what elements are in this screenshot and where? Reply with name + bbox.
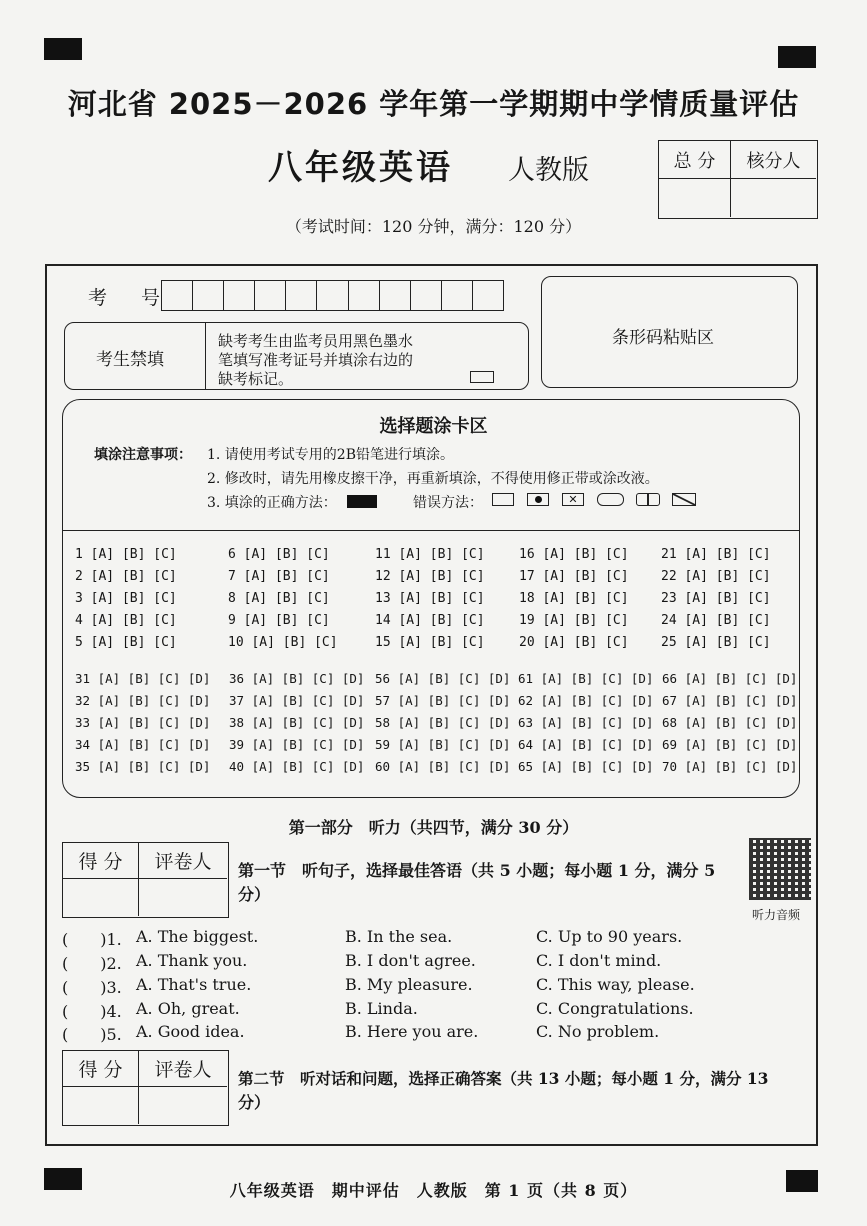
answer-row[interactable]: 62 [A] [B] [C] [D] — [518, 693, 654, 708]
question-4-option-b: B. Linda. — [345, 999, 418, 1018]
abcd-column-4 — [518, 668, 653, 778]
grader-label: 评卷人 — [139, 1051, 227, 1087]
absent-note-line-1: 缺考考生由监考员用黑色墨水 — [218, 332, 414, 350]
answer-row[interactable]: 23 [A] [B] [C] — [661, 591, 771, 606]
wrong-example-oval — [597, 493, 624, 506]
answer-row[interactable]: 66 [A] [B] [C] [D] — [662, 671, 798, 686]
section1-title-line-2: 分） — [238, 885, 271, 904]
checker-cell[interactable] — [731, 179, 816, 217]
answer-row[interactable]: 4 [A] [B] [C] — [75, 613, 177, 628]
question-1-option-c: C. Up to 90 years. — [536, 927, 683, 946]
question-2-option-a: A. Thank you. — [136, 951, 248, 970]
answer-row[interactable]: 2 [A] [B] [C] — [75, 569, 177, 584]
qr-caption: 听力音频 — [752, 908, 801, 922]
abc-column-4 — [519, 544, 629, 654]
question-4-option-c: C. Congratulations. — [536, 999, 694, 1018]
answer-row[interactable]: 59 [A] [B] [C] [D] — [375, 737, 511, 752]
abcd-column-3 — [375, 668, 510, 778]
answer-row[interactable]: 36 [A] [B] [C] [D] — [229, 671, 365, 686]
answer-row[interactable]: 9 [A] [B] [C] — [228, 613, 330, 628]
abc-column-1 — [75, 544, 177, 654]
answer-row[interactable]: 20 [A] [B] [C] — [519, 635, 629, 650]
section2-title-line-2: 分） — [238, 1093, 271, 1112]
answer-row[interactable]: 16 [A] [B] [C] — [519, 547, 629, 562]
wrong-method-label: 错误方法： — [413, 495, 483, 511]
forbidden-fill-label: 考生禁填 — [96, 350, 164, 370]
answer-row[interactable]: 34 [A] [B] [C] [D] — [75, 737, 211, 752]
answer-row[interactable]: 39 [A] [B] [C] [D] — [229, 737, 365, 752]
forbidden-divider — [205, 323, 206, 389]
answer-row[interactable]: 63 [A] [B] [C] [D] — [518, 715, 654, 730]
grade-box-section2 — [62, 1050, 229, 1126]
edition-label: 人教版 — [508, 155, 589, 186]
answer-row[interactable]: 18 [A] [B] [C] — [519, 591, 629, 606]
answer-row[interactable]: 11 [A] [B] [C] — [375, 547, 485, 562]
abcd-column-5 — [662, 668, 797, 778]
question-3-option-a: A. That's true. — [136, 975, 252, 994]
question-2-option-b: B. I don't agree. — [345, 951, 476, 970]
answer-row[interactable]: 40 [A] [B] [C] [D] — [229, 759, 365, 774]
answer-row[interactable]: 60 [A] [B] [C] [D] — [375, 759, 511, 774]
absent-mark-box[interactable] — [470, 371, 494, 383]
abc-column-3 — [375, 544, 485, 654]
answer-row[interactable]: 56 [A] [B] [C] [D] — [375, 671, 511, 686]
answer-row[interactable]: 22 [A] [B] [C] — [661, 569, 771, 584]
answer-row[interactable]: 68 [A] [B] [C] [D] — [662, 715, 798, 730]
note-1: 1. 请使用考试专用的2B铅笔进行填涂。 — [207, 447, 455, 463]
question-5-option-a: A. Good idea. — [136, 1022, 245, 1041]
answer-row[interactable]: 13 [A] [B] [C] — [375, 591, 485, 606]
answer-row[interactable]: 25 [A] [B] [C] — [661, 635, 771, 650]
question-1-option-b: B. In the sea. — [345, 927, 453, 946]
registration-mark-top-right — [778, 46, 816, 68]
grade-cell[interactable] — [63, 879, 139, 916]
answer-row[interactable]: 1 [A] [B] [C] — [75, 547, 177, 562]
question-2-number[interactable]: ( )2. — [62, 954, 122, 973]
answer-row[interactable]: 14 [A] [B] [C] — [375, 613, 485, 628]
exam-duration: （考试时间：120 分钟，满分：120 分） — [285, 217, 582, 236]
question-5-number[interactable]: ( )5. — [62, 1025, 122, 1044]
answer-row[interactable]: 69 [A] [B] [C] [D] — [662, 737, 798, 752]
absent-note-line-3: 缺考标记。 — [218, 370, 294, 388]
answer-row[interactable]: 38 [A] [B] [C] [D] — [229, 715, 365, 730]
answer-row[interactable]: 8 [A] [B] [C] — [228, 591, 330, 606]
part1-title: 第一部分 听力（共四节，满分 30 分） — [288, 818, 579, 837]
choice-area-divider — [62, 530, 800, 531]
question-1-number[interactable]: ( )1. — [62, 930, 122, 949]
question-5-option-b: B. Here you are. — [345, 1022, 479, 1041]
wrong-example-bracket — [636, 493, 660, 506]
answer-row[interactable]: 65 [A] [B] [C] [D] — [518, 759, 654, 774]
abcd-column-1 — [75, 668, 210, 778]
answer-row[interactable]: 64 [A] [B] [C] [D] — [518, 737, 654, 752]
question-4-option-a: A. Oh, great. — [136, 999, 240, 1018]
answer-row[interactable]: 35 [A] [B] [C] [D] — [75, 759, 211, 774]
choice-area-title: 选择题涂卡区 — [379, 416, 488, 437]
answer-row[interactable]: 32 [A] [B] [C] [D] — [75, 693, 211, 708]
wrong-example-dot — [527, 493, 549, 506]
wrong-example-cross: ✕ — [562, 493, 584, 506]
grade-cell[interactable] — [63, 1087, 139, 1124]
grader-cell[interactable] — [139, 1087, 227, 1124]
answer-row[interactable]: 12 [A] [B] [C] — [375, 569, 485, 584]
abcd-column-2 — [229, 668, 364, 778]
question-3-option-c: C. This way, please. — [536, 975, 695, 994]
question-3-option-b: B. My pleasure. — [345, 975, 473, 994]
answer-row[interactable]: 33 [A] [B] [C] [D] — [75, 715, 211, 730]
answer-row[interactable]: 21 [A] [B] [C] — [661, 547, 771, 562]
section2-title-line-1: 第二节 听对话和问题，选择正确答案（共 13 小题；每小题 1 分，满分 13 — [238, 1069, 769, 1088]
barcode-label: 条形码粘贴区 — [612, 328, 714, 348]
total-score-header: 总 分 — [659, 141, 731, 179]
answer-row[interactable]: 5 [A] [B] [C] — [75, 635, 177, 650]
absent-note-line-2: 笔填写准考证号并填涂右边的 — [218, 351, 414, 369]
grade-label: 得 分 — [63, 1051, 139, 1087]
answer-row[interactable]: 61 [A] [B] [C] [D] — [518, 671, 654, 686]
correct-fill-example — [347, 495, 377, 508]
answer-row[interactable]: 67 [A] [B] [C] [D] — [662, 693, 798, 708]
question-3-number[interactable]: ( )3. — [62, 978, 122, 997]
abc-column-2 — [228, 544, 338, 654]
answer-row[interactable]: 57 [A] [B] [C] [D] — [375, 693, 511, 708]
total-score-cell[interactable] — [659, 179, 731, 217]
grade-box-section1 — [62, 842, 229, 918]
question-4-number[interactable]: ( )4. — [62, 1002, 122, 1021]
note-2: 2. 修改时，请先用橡皮擦干净，再重新填涂，不得使用修正带或涂改液。 — [207, 471, 659, 487]
answer-row[interactable]: 10 [A] [B] [C] — [228, 635, 338, 650]
answer-row[interactable]: 6 [A] [B] [C] — [228, 547, 330, 562]
answer-row[interactable]: 19 [A] [B] [C] — [519, 613, 629, 628]
question-1-option-a: A. The biggest. — [136, 927, 259, 946]
grader-cell[interactable] — [139, 879, 227, 916]
qr-code-icon[interactable] — [749, 838, 811, 900]
section1-title-line-1: 第一节 听句子，选择最佳答语（共 5 小题；每小题 1 分，满分 5 — [238, 861, 716, 880]
answer-row[interactable]: 37 [A] [B] [C] [D] — [229, 693, 365, 708]
exam-id-boxes[interactable] — [161, 280, 504, 311]
notes-label: 填涂注意事项： — [94, 447, 192, 463]
question-2-option-c: C. I don't mind. — [536, 951, 662, 970]
question-5-option-c: C. No problem. — [536, 1022, 660, 1041]
exam-id-label: 考 号 — [88, 287, 175, 309]
answer-row[interactable]: 15 [A] [B] [C] — [375, 635, 485, 650]
subject-title: 八年级英语 — [268, 148, 453, 188]
registration-mark-top-left — [44, 38, 82, 60]
answer-row[interactable]: 70 [A] [B] [C] [D] — [662, 759, 798, 774]
page-footer: 八年级英语 期中评估 人教版 第 1 页（共 8 页） — [229, 1181, 638, 1200]
exam-title: 河北省 2025－2026 学年第一学期期中学情质量评估 — [67, 87, 800, 121]
answer-row[interactable]: 7 [A] [B] [C] — [228, 569, 330, 584]
checker-header: 核分人 — [731, 141, 816, 179]
answer-row[interactable]: 58 [A] [B] [C] [D] — [375, 715, 511, 730]
answer-row[interactable]: 31 [A] [B] [C] [D] — [75, 671, 211, 686]
grade-label: 得 分 — [63, 843, 139, 879]
grader-label: 评卷人 — [139, 843, 227, 879]
abc-column-5 — [661, 544, 771, 654]
wrong-example-slash — [672, 493, 696, 506]
answer-row[interactable]: 3 [A] [B] [C] — [75, 591, 177, 606]
note-3: 3. 填涂的正确方法： — [207, 495, 337, 511]
answer-row[interactable]: 24 [A] [B] [C] — [661, 613, 771, 628]
wrong-example-empty — [492, 493, 514, 506]
answer-row[interactable]: 17 [A] [B] [C] — [519, 569, 629, 584]
total-score-table — [658, 140, 818, 219]
